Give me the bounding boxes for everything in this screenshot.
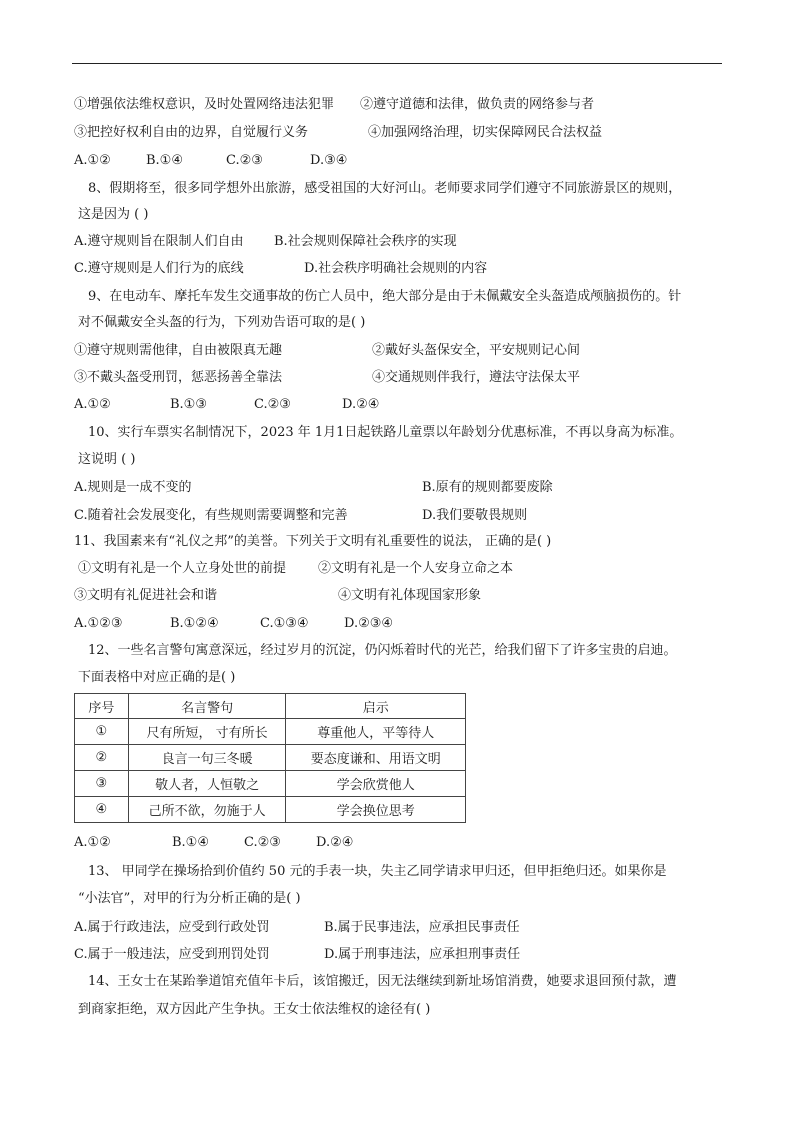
q11-choice-d: D.②③④: [344, 616, 394, 631]
q7-choice-a: A.①②: [74, 153, 111, 168]
q9-choice-c: C.②③: [254, 397, 291, 412]
q7-choice-b: B.①④: [146, 153, 183, 168]
q13-option-b: B.属于民事违法，应承担民事责任: [324, 920, 520, 935]
table-cell: 敬人者，人恒敬之: [128, 771, 286, 797]
q9-option-2: ②戴好头盔保安全，平安规则记心间: [372, 343, 581, 358]
table-header-cell: 序号: [75, 694, 129, 719]
q9-option-4: ④交通规则伴我行，遵法守法保太平: [372, 370, 581, 385]
header-rule: [72, 63, 722, 64]
table-cell: ②: [75, 745, 129, 771]
q11-option-4: ④文明有礼体现国家形象: [338, 588, 482, 603]
table-header-row: [75, 694, 466, 719]
q9-stem-line2: 对不佩戴安全头盔的行为，下列劝告语可取的是( ): [78, 315, 366, 330]
q10-option-a: A.规则是一成不变的: [74, 480, 192, 495]
q7-choice-c: C.②③: [226, 153, 263, 168]
q11-choice-b: B.①②④: [170, 616, 219, 631]
q9-option-3: ③不戴头盔受刑罚，惩恶扬善全靠法: [74, 370, 283, 385]
q7-option-1: ①增强依法维权意识，及时处置网络违法犯罪: [74, 97, 335, 112]
q10-stem-line2: 这说明 ( ): [78, 452, 136, 467]
q8-option-d: D.社会秩序明确社会规则的内容: [304, 261, 488, 276]
q11-option-2: ②文明有礼是一个人安身立命之本: [318, 561, 514, 576]
table-cell: 要态度谦和、用语文明: [286, 745, 466, 771]
q7-option-4: ④加强网络治理，切实保障网民合法权益: [368, 125, 603, 140]
q9-option-1: ①遵守规则需他律，自由被限真无趣: [74, 343, 283, 358]
q8-stem-line2: 这是因为 ( ): [78, 207, 149, 222]
q9-stem-line1: 9、在电动车、摩托车发生交通事故的伤亡人员中，绝大部分是由于未佩戴安全头盔造成颅脑损伤的。针: [88, 289, 682, 304]
table-cell: 尺有所短， 寸有所长: [128, 719, 286, 745]
q11-choice-c: C.①③④: [260, 616, 309, 631]
q13-stem-line1: 13、 甲同学在操场拾到价值约 50 元的手表一块，失主乙同学请求甲归还，但甲拒绝归还。如果你是: [88, 864, 667, 879]
q12-stem-line2: 下面表格中对应正确的是( ): [78, 670, 236, 685]
table-cell: 尊重他人，平等待人: [286, 719, 466, 745]
q11-stem: 11、我国素来有“礼仪之邦”的美誉。下列关于文明有礼重要性的说法， 正确的是( ): [74, 534, 552, 549]
table-cell: ①: [75, 719, 129, 745]
table-cell: 良言一句三冬暖: [128, 745, 286, 771]
q13-option-c: C.属于一般违法，应受到刑罚处罚: [74, 947, 270, 962]
q12-choice-d: D.②④: [316, 835, 354, 850]
table-header-cell: 名言警句: [128, 694, 286, 719]
table-row: [75, 797, 466, 823]
q8-option-c: C.遵守规则是人们行为的底线: [74, 261, 244, 276]
q8-stem-line1: 8、假期将至，很多同学想外出旅游，感受祖国的大好河山。老师要求同学们遵守不同旅游景区的规则，: [88, 181, 682, 196]
q12-stem-line1: 12、一些名言警句寓意深远，经过岁月的沉淀，仍闪烁着时代的光芒，给我们留下了许多宝贵的启迪。: [88, 643, 677, 658]
q9-choice-b: B.①③: [170, 397, 207, 412]
q7-option-2: ②遵守道德和法律，做负责的网络参与者: [360, 97, 595, 112]
q7-choice-d: D.③④: [310, 153, 348, 168]
q7-option-3: ③把控好权利自由的边界，自觉履行义务: [74, 125, 309, 140]
q9-choice-d: D.②④: [342, 397, 380, 412]
q14-stem-line1: 14、王女士在某跆拳道馆充值年卡后，该馆搬迁，因无法继续到新址场馆消费，她要求退回预付款，遭: [88, 974, 677, 989]
q8-option-b: B.社会规则保障社会秩序的实现: [274, 234, 457, 249]
q14-stem-line2: 到商家拒绝，双方因此产生争执。王女士依法维权的途径有( ): [78, 1002, 431, 1017]
q8-option-a: A.遵守规则旨在限制人们自由: [74, 234, 244, 249]
q12-choice-b: B.①④: [172, 835, 209, 850]
q12-table: [74, 693, 466, 823]
q11-choice-a: A.①②③: [74, 616, 123, 631]
q10-option-b: B.原有的规则都要废除: [422, 480, 553, 495]
q13-stem-line2: “小法官”，对甲的行为分析正确的是( ): [78, 891, 301, 906]
q10-option-c: C.随着社会发展变化，有些规则需要调整和完善: [74, 508, 348, 523]
table-cell: ④: [75, 797, 129, 823]
table-row: [75, 745, 466, 771]
q13-option-d: D.属于刑事违法，应承担刑事责任: [324, 947, 521, 962]
table-row: [75, 771, 466, 797]
q11-option-1: ①文明有礼是一个人立身处世的前提: [78, 561, 287, 576]
q12-choice-c: C.②③: [244, 835, 281, 850]
q12-choice-a: A.①②: [74, 835, 111, 850]
q10-stem-line1: 10、实行车票实名制情况下，2023 年 1月1日起铁路儿童票以年龄划分优惠标准，不再以身高为标准。: [88, 425, 683, 440]
table-cell: ③: [75, 771, 129, 797]
table-cell: 己所不欲，勿施于人: [128, 797, 286, 823]
q13-option-a: A.属于行政违法，应受到行政处罚: [74, 920, 270, 935]
q10-option-d: D.我们要敬畏规则: [422, 508, 528, 523]
table-cell: 学会换位思考: [286, 797, 466, 823]
table-header-cell: 启示: [286, 694, 466, 719]
table-cell: 学会欣赏他人: [286, 771, 466, 797]
q9-choice-a: A.①②: [74, 397, 111, 412]
table-row: [75, 719, 466, 745]
q11-option-3: ③文明有礼促进社会和谐: [74, 588, 218, 603]
